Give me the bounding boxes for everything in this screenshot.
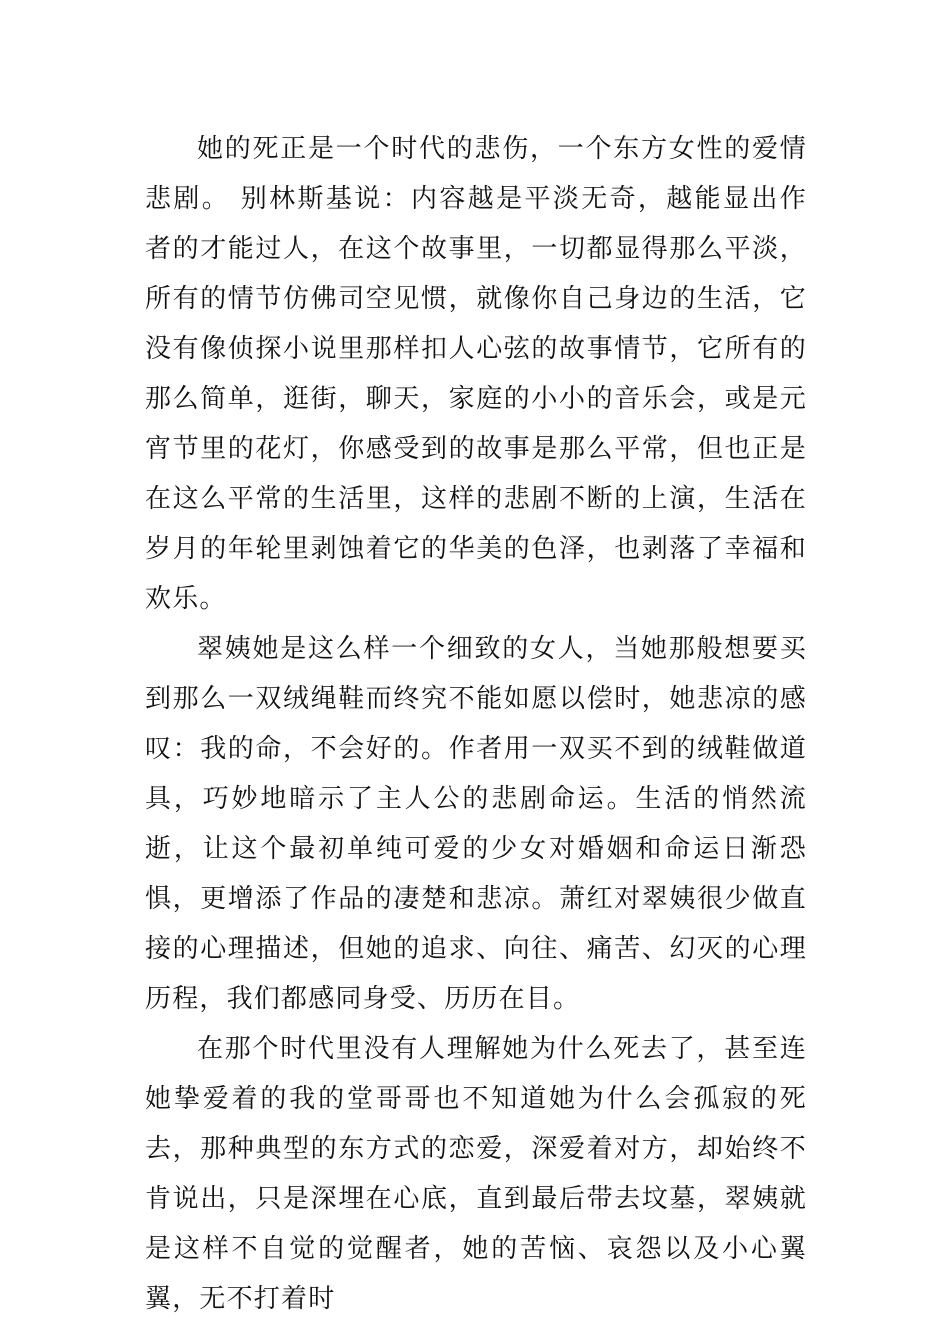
paragraph-3: 在那个时代里没有人理解她为什么死去了，甚至连她挚爱着的我的堂哥哥也不知道她为什么会孤寂的死去，那种典型的东方式的恋爱，深爱着对方，却始终不肯说出，只是深埋在心底，直到最后带去坟墓，翠姨就是这样不自觉的觉醒者，她的苦恼、哀怨以及小心翼翼，无不打着时 <box>145 1034 807 1314</box>
paragraph-1: 她的死正是一个时代的悲伤，一个东方女性的爱情悲剧。 别林斯基说：内容越是平淡无奇，越能显出作者的才能过人，在这个故事里，一切都显得那么平淡，所有的情节仿佛司空见惯，就像你自己身边的生活，它没有像侦探小说里那样扣人心弦的故事情节，它所有的那么简单，逛街，聊天，家庭的小小的音乐会，或是元宵节里的花灯，你感受到的故事是那么平常，但也正是在这么平常的生活里，这样的悲剧不断的上演，生活在岁月的年轮里剥蚀着它的华美的色泽，也剥落了幸福和欢乐。 <box>145 134 807 614</box>
document-body <box>145 124 807 1324</box>
paragraph-2: 翠姨她是这么样一个细致的女人，当她那般想要买到那么一双绒绳鞋而终究不能如愿以偿时，她悲凉的感叹：我的命，不会好的。作者用一双买不到的绒鞋做道具，巧妙地暗示了主人公的悲剧命运。生活的悄然流逝，让这个最初单纯可爱的少女对婚姻和命运日渐恐惧，更增添了作品的凄楚和悲凉。萧红对翠姨很少做直接的心理描述，但她的追求、向往、痛苦、幻灭的心理历程，我们都感同身受、历历在目。 <box>145 634 807 1014</box>
